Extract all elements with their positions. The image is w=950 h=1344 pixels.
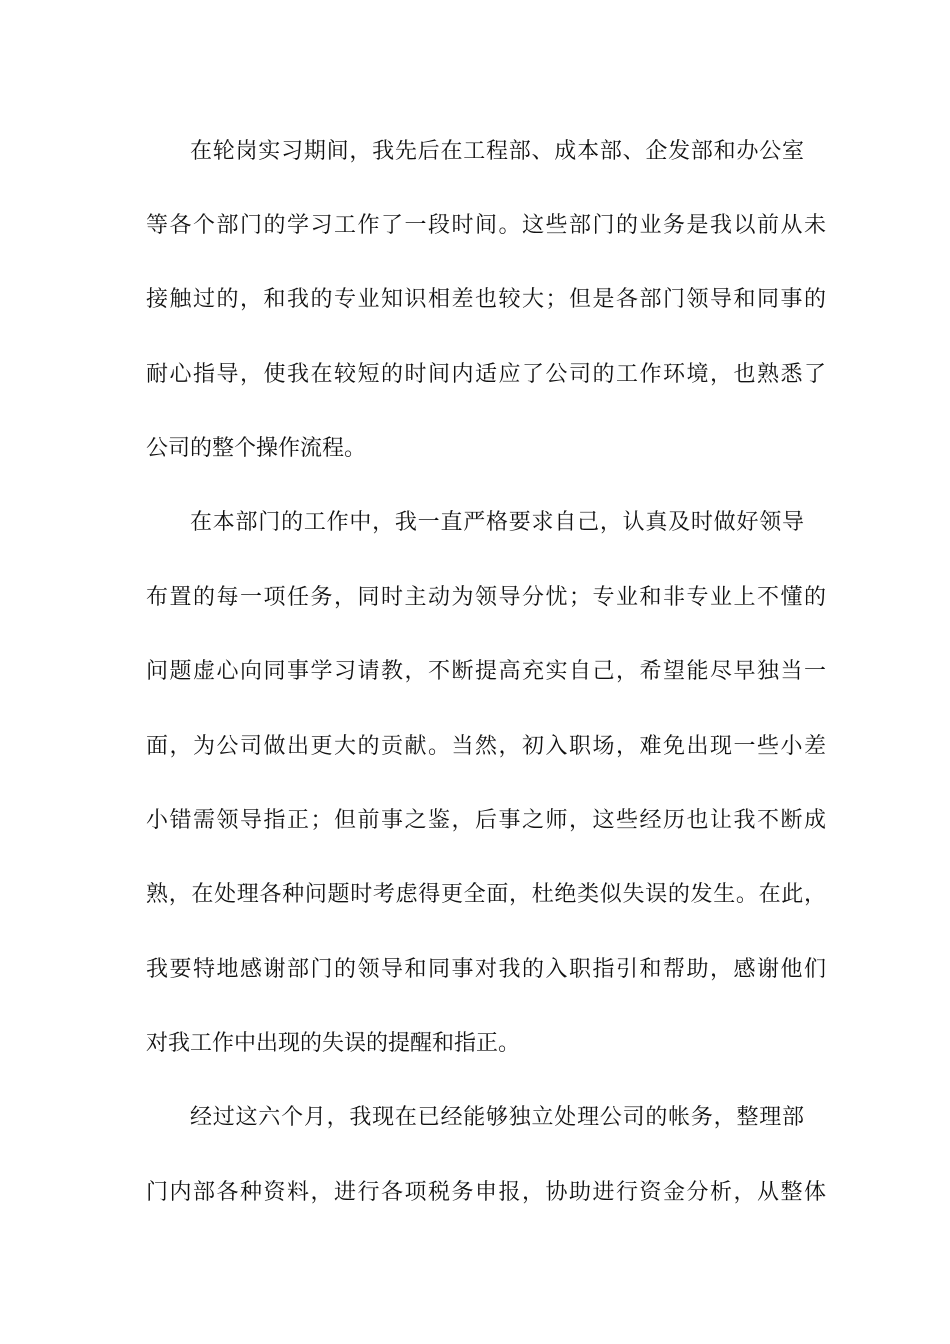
- paragraph-1-line-3: 接触过的，和我的专业知识相差也较大；但是各部门领导和同事的: [146, 287, 826, 312]
- paragraph-2-line-1: 在本部门的工作中，我一直严格要求自己，认真及时做好领导: [190, 510, 804, 535]
- paragraph-2-line-5: 小错需领导指正；但前事之鉴，后事之师，这些经历也让我不断成: [146, 808, 826, 833]
- paragraph-1-line-5: 公司的整个操作流程。: [146, 436, 367, 461]
- paragraph-1-line-4: 耐心指导，使我在较短的时间内适应了公司的工作环境，也熟悉了: [146, 362, 826, 387]
- paragraph-2-line-3: 问题虚心向同事学习请教，不断提高充实自己，希望能尽早独当一: [146, 659, 826, 684]
- paragraph-2-line-7: 我要特地感谢部门的领导和同事对我的入职指引和帮助，感谢他们: [146, 957, 826, 982]
- paragraph-2-line-8: 对我工作中出现的失误的提醒和指正。: [146, 1031, 521, 1056]
- paragraph-2-line-2: 布置的每一项任务，同时主动为领导分忧；专业和非专业上不懂的: [146, 585, 826, 610]
- paragraph-2-line-4: 面，为公司做出更大的贡献。当然，初入职场，难免出现一些小差: [146, 734, 826, 759]
- paragraph-3-line-2: 门内部各种资料，进行各项税务申报，协助进行资金分析，从整体: [146, 1180, 826, 1205]
- paragraph-1-line-2: 等各个部门的学习工作了一段时间。这些部门的业务是我以前从未: [146, 213, 826, 238]
- paragraph-3-line-1: 经过这六个月，我现在已经能够独立处理公司的帐务，整理部: [190, 1105, 804, 1130]
- paragraph-1-line-1: 在轮岗实习期间，我先后在工程部、成本部、企发部和办公室: [190, 139, 804, 164]
- paragraph-2-line-6: 熟，在处理各种问题时考虑得更全面，杜绝类似失误的发生。在此，: [146, 882, 826, 907]
